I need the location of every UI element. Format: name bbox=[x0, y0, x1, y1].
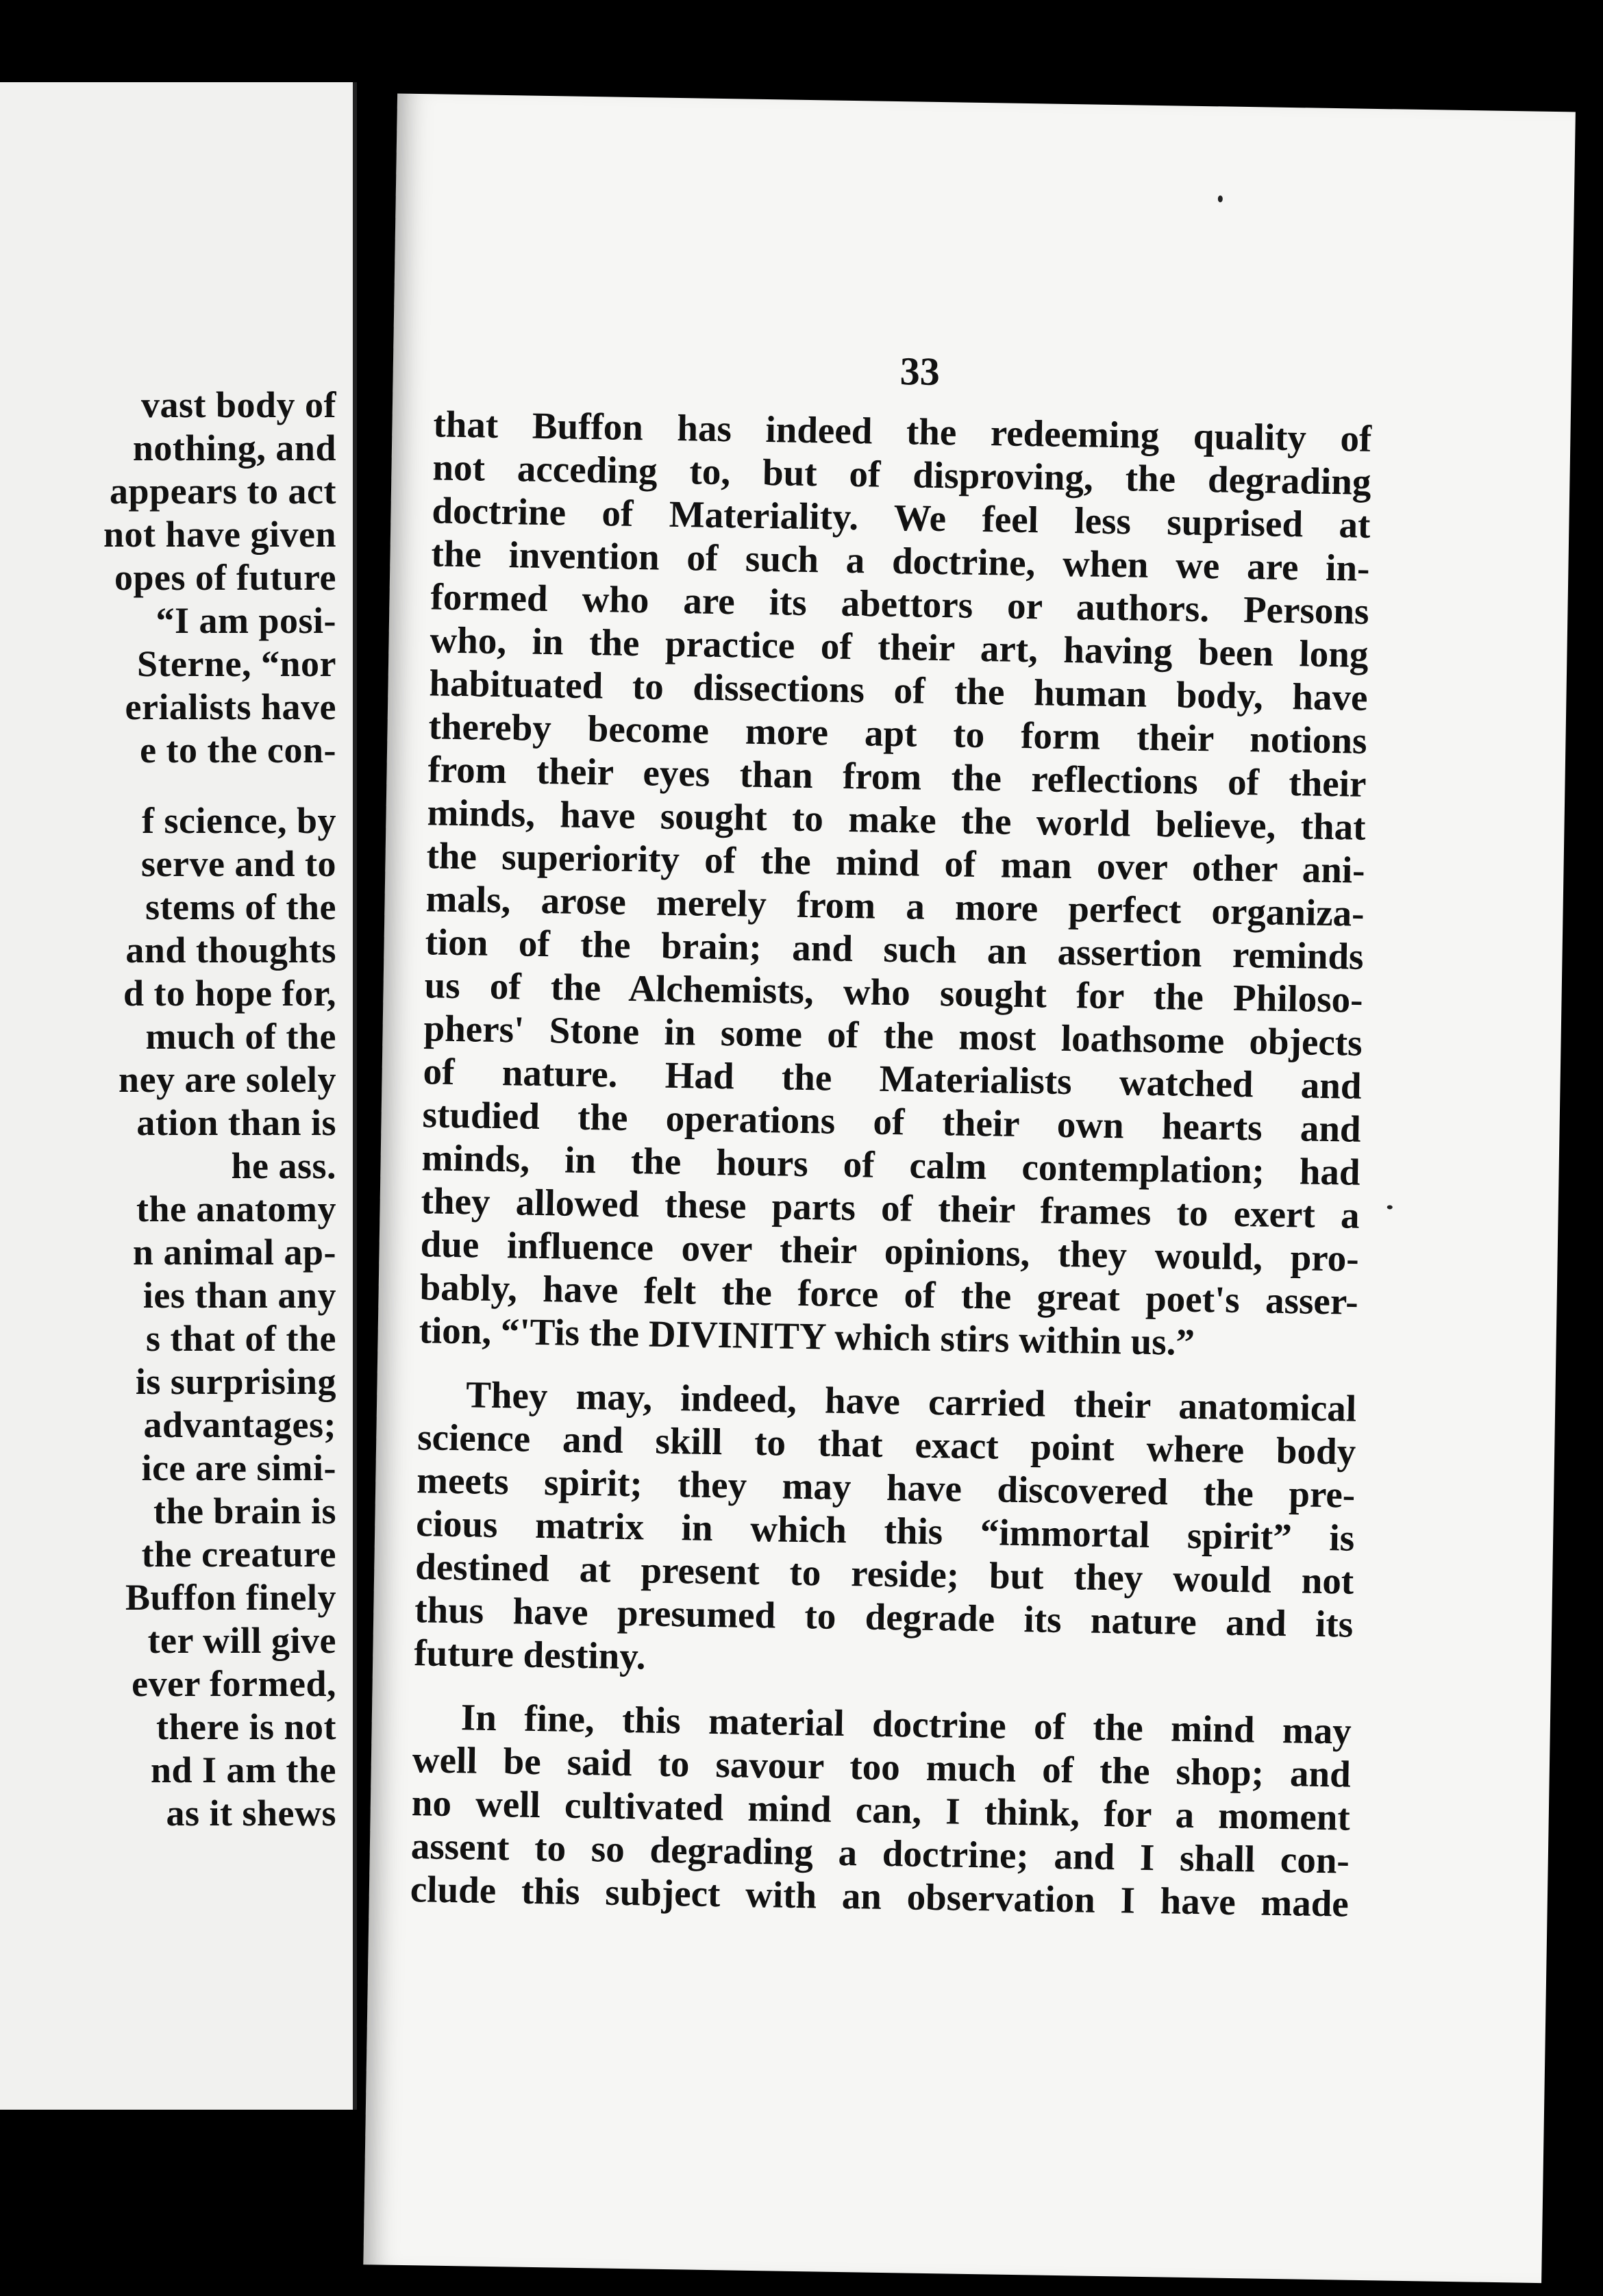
text-line: the anatomy bbox=[136, 1188, 336, 1230]
text-line: f science, by bbox=[142, 800, 336, 841]
text-line: meets spirit; they may have discovered the pre- bbox=[416, 1459, 1356, 1516]
text-line: habituated to dissections of the human body, have bbox=[429, 662, 1368, 719]
text-line: studied the operations of their own hearts and bbox=[422, 1093, 1362, 1150]
text-line: he ass. bbox=[231, 1145, 336, 1186]
text-line: clude this subject with an observation I have made bbox=[410, 1868, 1350, 1925]
text-line: erialists have bbox=[125, 686, 336, 727]
text-line: is surprising bbox=[135, 1361, 336, 1402]
text-line: stems of the bbox=[145, 886, 336, 927]
text-line: mals, arose merely from a more perfect organiza- bbox=[425, 877, 1365, 934]
ink-speck bbox=[1218, 195, 1223, 202]
text-line: nothing, and bbox=[132, 427, 336, 469]
text-line: tion of the brain; and such an assertion reminds bbox=[425, 921, 1364, 977]
text-line: assent to so degrading a doctrine; and I shall con- bbox=[410, 1825, 1350, 1882]
right-page bbox=[363, 93, 1576, 2283]
text-line: thereby become more apt to form their notions bbox=[428, 705, 1367, 762]
text-line: the creature bbox=[141, 1534, 336, 1575]
text-line: well be said to savour too much of the shop; and bbox=[412, 1738, 1352, 1795]
text-line: not acceding to, but of disproving, the degrading bbox=[432, 446, 1371, 503]
text-line: phers' Stone in some of the most loathsome objects bbox=[423, 1007, 1363, 1064]
text-line: d to hope for, bbox=[123, 973, 336, 1014]
text-line: opes of future bbox=[114, 557, 336, 598]
text-line: vast body of bbox=[140, 384, 336, 425]
text-line: and thoughts bbox=[125, 929, 336, 971]
text-line: tion, “'Tis the DIVINITY which stirs within us.” bbox=[419, 1309, 1195, 1363]
text-line: n animal ap- bbox=[132, 1232, 336, 1273]
text-line: In fine, this material doctrine of the mind may bbox=[460, 1696, 1352, 1752]
text-line: ney are solely bbox=[119, 1059, 336, 1100]
page-body-text bbox=[410, 402, 1371, 1925]
text-line: Buffon finely bbox=[125, 1577, 336, 1618]
text-line: not have given bbox=[103, 514, 336, 555]
text-line: they allowed these parts of their frames to exert a bbox=[421, 1180, 1360, 1236]
text-line: future destiny. bbox=[413, 1632, 646, 1677]
text-line: serve and to bbox=[141, 843, 336, 884]
text-line: Sterne, “nor bbox=[137, 643, 336, 684]
text-line: “I am posi- bbox=[156, 600, 336, 641]
paragraph-gap bbox=[0, 772, 336, 799]
text-line: bably, have felt the force of the great poet's asser- bbox=[419, 1266, 1359, 1323]
text-line: destined at present to reside; but they would not bbox=[414, 1545, 1354, 1602]
text-line: nd I am the bbox=[150, 1749, 336, 1790]
text-line: minds, have sought to make the world believe, that bbox=[427, 791, 1366, 848]
text-line: thus have presumed to degrade its nature and its bbox=[414, 1588, 1354, 1645]
text-line: ies than any bbox=[142, 1275, 336, 1316]
text-line: formed who are its abettors or authors. Persons bbox=[430, 575, 1369, 632]
text-line: the brain is bbox=[153, 1490, 336, 1532]
text-line: that Buffon has indeed the redeeming quality of bbox=[433, 403, 1372, 460]
text-line: s that of the bbox=[146, 1318, 336, 1359]
text-line: the superiority of the mind of man over other ani- bbox=[426, 834, 1365, 891]
text-line: minds, in the hours of calm contemplation; had bbox=[421, 1136, 1361, 1193]
text-line: ation than is bbox=[136, 1102, 336, 1143]
text-line: e to the con- bbox=[140, 729, 336, 771]
text-line: appears to act bbox=[110, 471, 336, 512]
text-line: ever formed, bbox=[132, 1663, 336, 1704]
text-line: ter will give bbox=[147, 1620, 336, 1661]
text-line: the invention of such a doctrine, when we are in- bbox=[431, 532, 1370, 589]
text-line: as it shews bbox=[166, 1793, 336, 1834]
text-line: science and skill to that exact point where body bbox=[417, 1416, 1356, 1473]
ink-speck bbox=[1387, 1205, 1393, 1209]
text-line: due influence over their opinions, they would, pro- bbox=[420, 1223, 1360, 1280]
text-line: They may, indeed, have carried their anatomical bbox=[465, 1373, 1357, 1430]
text-line: much of the bbox=[145, 1016, 336, 1057]
text-line: there is not bbox=[156, 1706, 336, 1747]
text-line: advantages; bbox=[143, 1404, 336, 1445]
text-line: doctrine of Materiality. We feel less suprised at bbox=[432, 489, 1371, 546]
left-page-text bbox=[0, 384, 336, 1835]
text-line: no well cultivated mind can, I think, for a moment bbox=[411, 1782, 1351, 1838]
text-line: of nature. Had the Materialists watched and bbox=[423, 1050, 1363, 1107]
page-number: 33 bbox=[899, 349, 941, 394]
text-line: from their eyes than from the reflections of their bbox=[427, 748, 1367, 805]
text-line: ice are simi- bbox=[141, 1447, 336, 1488]
left-page bbox=[0, 82, 357, 2110]
text-line: cious matrix in which this “immortal spirit” is bbox=[415, 1502, 1355, 1559]
text-line: who, in the practice of their art, having been long bbox=[430, 619, 1369, 675]
text-line: us of the Alchemists, who sought for the Philoso- bbox=[424, 964, 1363, 1021]
